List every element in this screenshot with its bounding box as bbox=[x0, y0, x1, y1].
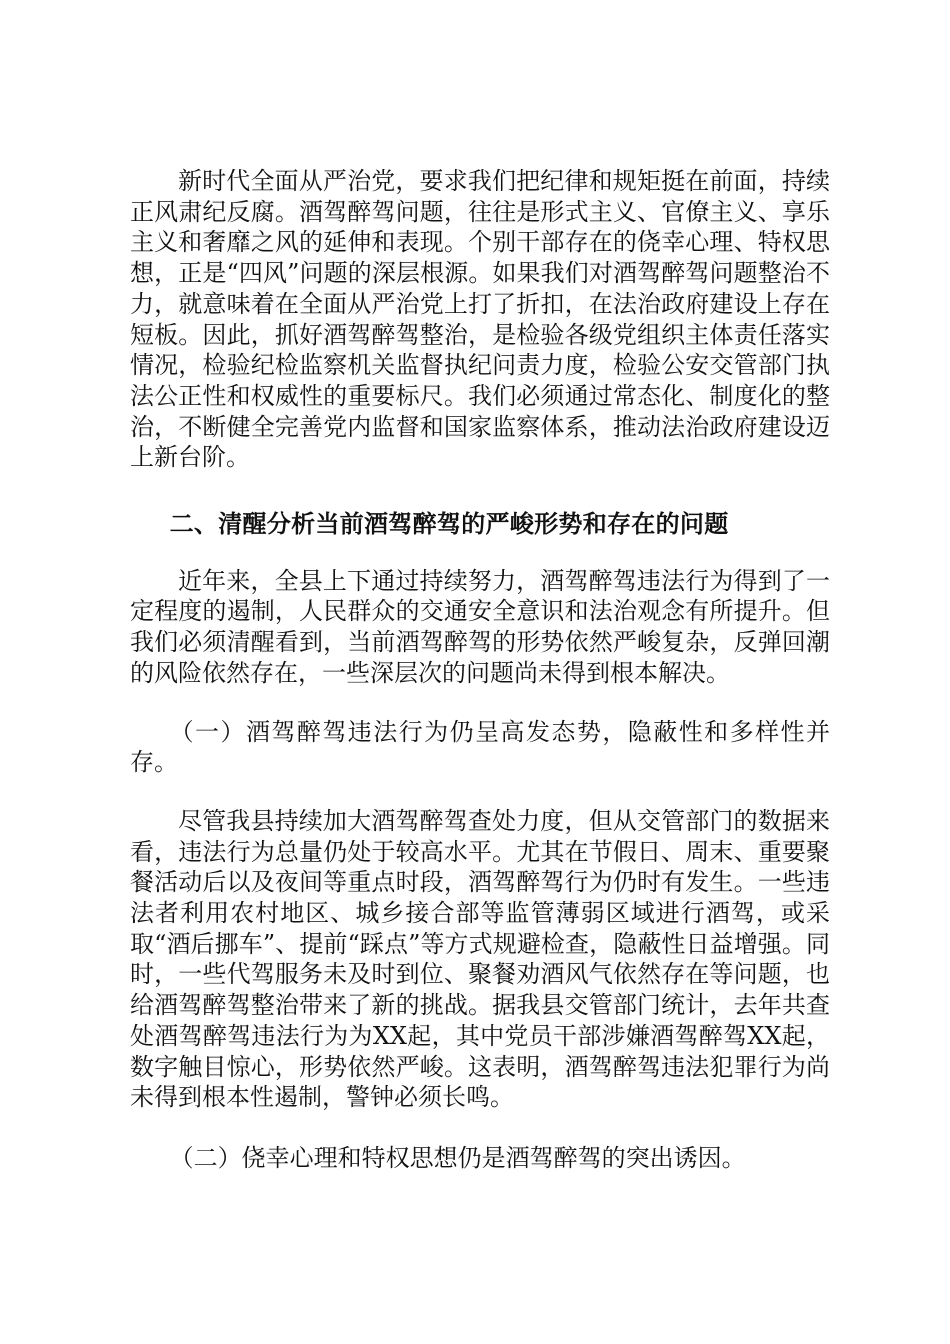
body-paragraph-party-discipline: 新时代全面从严治党，要求我们把纪律和规矩挺在前面，持续正风肃纪反腐。酒驾醉驾问题，往往是形式主义、官僚主义、享乐主义和奢靡之风的延伸和表现。个别干部存在的侥幸心理、特权思想，正是“四风”问题的深层根源。如果我们对酒驾醉驾问题整治不力，就意味着在全面从严治党上打了折扣，在法治政府建设上存在短板。因此，抓好酒驾醉驾整治，是检验各级党组织主体责任落实情况，检验纪检监察机关监督执纪问责力度，检验公安交管部门执法公正性和权威性的重要标尺。我们必须通过常态化、制度化的整治，不断健全完善党内监督和国家监察体系，推动法治政府建设迈上新台阶。 bbox=[130, 167, 830, 472]
body-paragraph-situation: 近年来，全县上下通过持续努力，酒驾醉驾违法行为得到了一定程度的遏制，人民群众的交通安全意识和法治观念有所提升。但我们必须清醒看到，当前酒驾醉驾的形势依然严峻复杂，反弹回潮的风险依然存在，一些深层次的问题尚未得到根本解决。 bbox=[130, 566, 830, 687]
subheading-1: （一）酒驾醉驾违法行为仍呈高发态势，隐蔽性和多样性并存。 bbox=[130, 717, 830, 777]
subheading-2: （二）侥幸心理和特权思想仍是酒驾醉驾的突出诱因。 bbox=[169, 1143, 746, 1172]
body-paragraph-violations: 尽管我县持续加大酒驾醉驾查处力度，但从交管部门的数据来看，违法行为总量仍处于较高水平。尤其在节假日、周末、重要聚餐活动后以及夜间等重点时段，酒驾醉驾行为仍时有发生。一些违法者利用农村地区、城乡接合部等监管薄弱区域进行酒驾，或采取“酒后挪车”、提前“踩点”等方式规避检查，隐蔽性日益增强。同时，一些代驾服务未及时到位、聚餐劝酒风气依然存在等问题，也给酒驾醉驾整治带来了新的挑战。据我县交管部门统计，去年共查处酒驾醉驾违法行为为XX起，其中党员干部涉嫌酒驾醉驾XX起，数字触目惊心，形势依然严峻。这表明，酒驾醉驾违法犯罪行为尚未得到根本性遏制，警钟必须长鸣。 bbox=[130, 806, 830, 1112]
document-page bbox=[130, 166, 830, 1202]
section-heading-2: 二、清醒分析当前酒驾醉驾的严峻形势和存在的问题 bbox=[169, 510, 729, 539]
